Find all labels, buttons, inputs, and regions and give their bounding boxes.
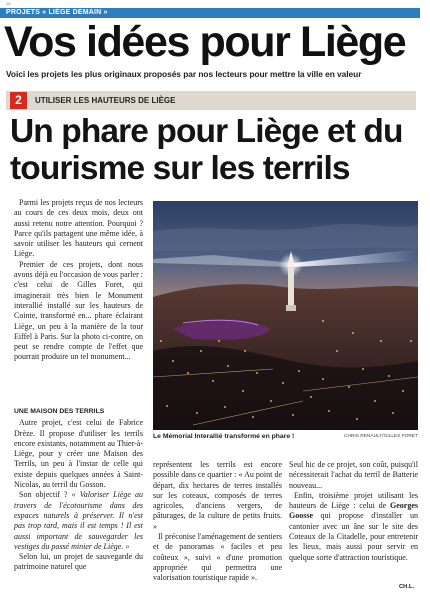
paragraph: Il préconise l'aménagement de sentiers et de panoramas « faciles et peu coûteux », suivi « d'une promotion appropriée qui permettra une valorisation touristique rapide ». [153, 532, 282, 583]
lighthouse-photo [153, 201, 418, 430]
author-signature: CH.L. [399, 584, 415, 590]
article-headline: Un phare pour Liège et du tourisme sur les terrils [10, 113, 403, 187]
rubric-label: PROJETS « LIÈGE DEMAIN » [6, 9, 108, 16]
article-column-1 [14, 198, 143, 363]
page-title: Vos idées pour Liège [4, 18, 406, 66]
photo-credit: CHRIS RENAULT/GILLES FORET [343, 434, 418, 439]
article-column-1-bottom [14, 407, 143, 573]
page-margin [421, 0, 430, 600]
photo-caption [153, 433, 418, 440]
page-number: 16 [6, 1, 11, 6]
paragraph: Selon lui, un projet de sauvegarde du patrimoine naturel que [14, 552, 143, 572]
quote: « Valoriser Liège au travers de l'écotourisme dans des espaces naturels à préserver. Il n'est pas trop tard, mais il est temps ! Il est aussi important de sauvegarder les vestiges du passé minier de Liège. » [14, 490, 144, 551]
paragraph: Autre projet, c'est celui de Fabrice Drèze. Il propose d'utiliser les terrils encore existants, notamment au Thier-à-Liège, pour y créer une Maison des Terrils, un peu à l'instar de celle qui existe depuis quelques années à Saint-Nicolas, au terril du Gosson. [14, 418, 143, 490]
section-title: UTILISER LES HAUTEURS DE LIÈGE [35, 96, 176, 105]
paragraph: Parmi les projets reçus de nos lecteurs au cours de ces deux mois, deux ont aussi retenu notre attention. Pourquoi ? Parce qu'ils partagent une même idée, à savoir utiliser les hauteurs qui cernent Liège. [14, 198, 143, 259]
page-subtitle: Voici les projets les plus originaux proposés par nos lecteurs pour mettre la ville en valeur [6, 69, 362, 79]
text-run: qui propose d'installer un cantonier avec un âne sur le site des Coteaux de la Citadelle, pour entretenir les lieux, mais aussi pour servir en quelque sorte d'attraction touristique. [289, 511, 418, 562]
section-number: 2 [10, 92, 27, 109]
caption-text: Le Mémorial Interallié transformé en phare ! [153, 433, 295, 440]
paragraph: Premier de ces projets, dont nous avons déjà eu l'occasion de vous parler : c'est celui de Gilles Foret, qui imaginerait très bien le Monument interallié installé sur les hauteurs de Cointe, transformé en... phare éclairant Liège, un peu à la manière de la tour Eiffel à Paris. Sur la photo ci-contre, on peut se rendre compte de l'effet que pourrait produire un tel monument... [14, 259, 143, 362]
paragraph: Seul hic de ce projet, son coût, puisqu'il nécessiterait l'achat du terril de Batterie nouveau... [289, 460, 418, 490]
person-name: Georges Goosse [289, 501, 418, 521]
page-top-strip [0, 0, 430, 8]
city-night-image [153, 201, 418, 430]
article-column-3 [289, 460, 418, 563]
intertitle: UNE MAISON DES TERRILS [14, 408, 105, 415]
text-run: Son objectif ? [19, 490, 72, 500]
paragraph [14, 490, 143, 552]
paragraph [289, 491, 418, 563]
article-column-2 [153, 460, 282, 584]
rubric-banner [0, 8, 420, 18]
text-run: Enfin, troisième projet utilisant les hauteurs de Liège : celui de [289, 490, 418, 511]
paragraph: représentent les terrils est encore possible dans ce quartier : « Au point de départ, dix hectares de terres installés sur les coteaux, composés de terres agricoles, d'anciens vergers, de pâturages, de la culture de petits fruits. » [153, 460, 282, 531]
